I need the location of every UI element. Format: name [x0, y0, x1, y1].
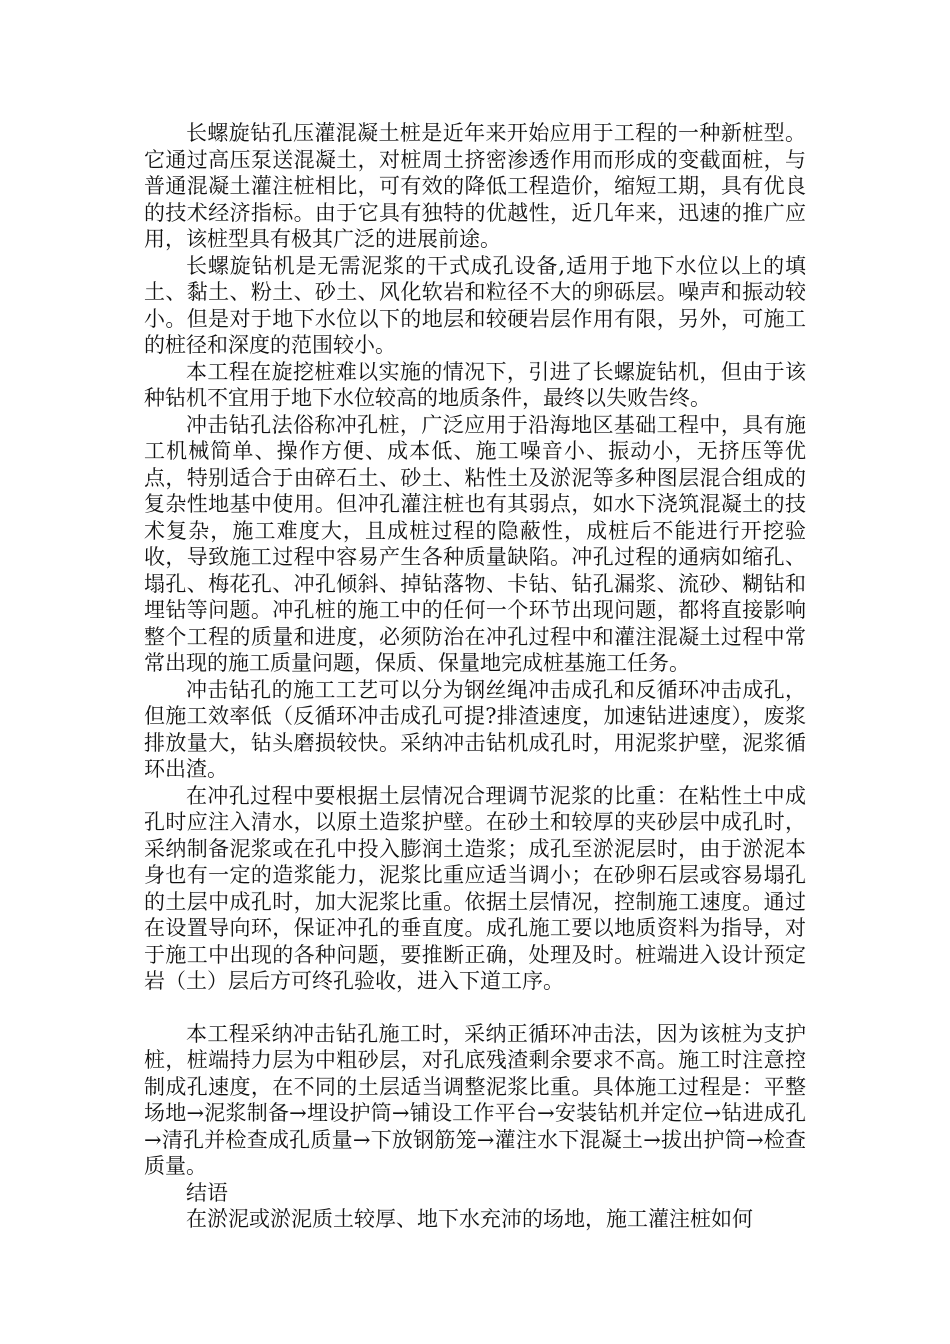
paragraph-mud-control: 在冲孔过程中要根据土层情况合理调节泥浆的比重：在粘性土中成孔时应注入清水，以原土造浆护壁。在砂土和较厚的夹砂层中成孔时，采纳制备泥浆或在孔中投入膨润土造浆；成孔至淤泥层时，由于淤泥本身也有一定的造浆能力，泥浆比重应适当调小；在砂卵石层或容易塌孔的土层中成孔时，加大泥浆比重。依据土层情况，控制施工速度。通过在设置导向环，保证冲孔的垂直度。成孔施工要以地质资料为指导，对于施工中出现的各种问题，要推断正确，处理及时。桩端进入设计预定岩（土）层后方可终孔验收，进入下道工序。 — [144, 783, 806, 993]
paragraph-percussion-process: 冲击钻孔的施工工艺可以分为钢丝绳冲击成孔和反循环冲击成孔，但施工效率低（反循环冲击成孔可提?排渣速度，加速钻进速度），废浆排放量大，钻头磨损较快。采纳冲击钻机成孔时，用泥浆护壁，泥浆循环出渣。 — [144, 677, 806, 781]
paragraph-conclusion: 在淤泥或淤泥质土较厚、地下水充沛的场地，施工灌注桩如何 — [186, 1207, 753, 1231]
paragraph-construction-sequence: 本工程采纳冲击钻孔施工时，采纳正循环冲击法，因为该桩为支护桩，桩端持力层为中粗砂层，对孔底残渣剩余要求不高。施工时注意控制成孔速度，在不同的土层适当调整泥浆比重。具体施工过程是：平整场地→泥浆制备→埋设护筒→铺设工作平台→安装钻机并定位→钻进成孔→清孔并检查成孔质量→下放钢筋笼→灌注水下混凝土→拔出护筒→检查质量。 — [144, 1021, 806, 1178]
conclusion-heading: 结语 — [186, 1180, 228, 1205]
paragraph-gap — [144, 995, 806, 1021]
document-body — [144, 120, 806, 1233]
paragraph-percussion-drilling: 冲击钻孔法俗称冲孔桩，广泛应用于沿海地区基础工程中，具有施工机械简单、操作方便、成本低、施工噪音小、振动小，无挤压等优点，特别适合于由碎石土、砂土、粘性土及淤泥等多种图层混合组成的复杂性地基中使用。但冲孔灌注桩也有其弱点，如水下浇筑混凝土的技术复杂，施工难度大，且成桩过程的隐蔽性，成桩后不能进行开挖验收，导致施工过程中容易产生各种质量缺陷。冲孔过程的通病如缩孔、塌孔、梅花孔、冲孔倾斜、掉钻落物、卡钻、钻孔漏浆、流砂、糊钻和埋钻等问题。冲孔桩的施工中的任何一个环节出现问题，都将直接影响整个工程的质量和进度，必须防治在冲孔过程中和灌注混凝土过程中常常出现的施工质量问题，保质、保量地完成桩基施工任务。 — [144, 412, 806, 675]
paragraph-project-attempt: 本工程在旋挖桩难以实施的情况下，引进了长螺旋钻机，但由于该种钻机不宜用于地下水位较高的地质条件，最终以失败告终。 — [144, 359, 806, 410]
paragraph-long-auger-rig: 长螺旋钻机是无需泥浆的干式成孔设备,适用于地下水位以上的填土、黏土、粉土、砂土、风化软岩和粒径不大的卵砾层。噪声和振动较小。但是对于地下水位以下的地层和较硬岩层作用有限，另外，可施工的桩径和深度的范围较小。 — [144, 253, 806, 357]
paragraph-long-auger-intro: 长螺旋钻孔压灌混凝土桩是近年来开始应用于工程的一种新桩型。它通过高压泵送混凝土，对桩周土挤密渗透作用而形成的变截面桩，与普通混凝土灌注桩相比，可有效的降低工程造价，缩短工期，具有优良的技术经济指标。由于它具有独特的优越性，近几年来，迅速的推广应用，该桩型具有极其广泛的进展前途。 — [144, 121, 806, 251]
